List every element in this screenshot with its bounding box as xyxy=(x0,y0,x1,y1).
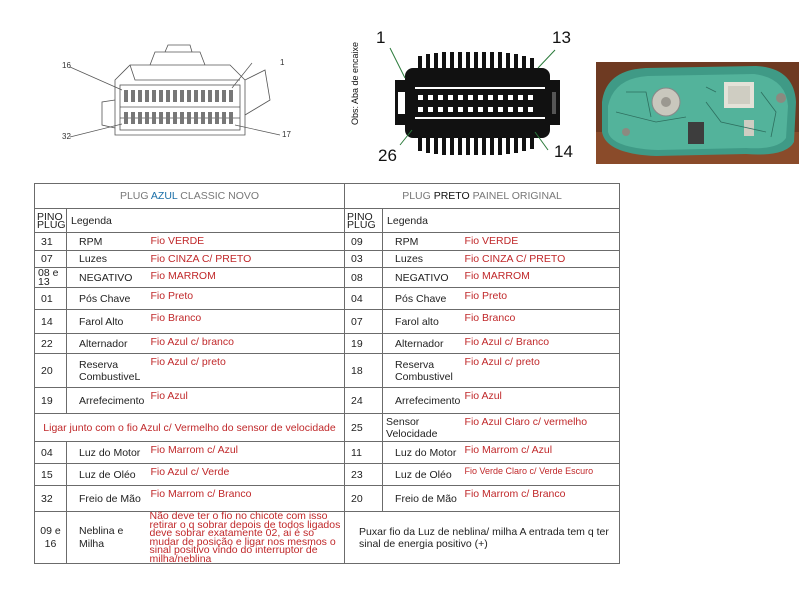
right-pin: 08 xyxy=(345,268,383,288)
left-wire: Fio Azul xyxy=(147,388,345,414)
table-row xyxy=(35,512,620,564)
pinout-table xyxy=(34,183,620,564)
instrument-panel-photo-icon xyxy=(596,62,799,164)
left-wire: Fio Marrom c/ Branco xyxy=(147,486,345,512)
right-wire: Fio Branco xyxy=(461,310,620,334)
left-wire: Fio Preto xyxy=(147,288,345,310)
right-pin: 09 xyxy=(345,233,383,251)
right-function: Freio de Mão xyxy=(383,486,461,512)
center-label-14: 14 xyxy=(554,142,573,161)
table-row xyxy=(35,310,620,334)
center-connector-drawing xyxy=(360,20,585,170)
left-wire: Fio Branco xyxy=(147,310,345,334)
left-table-title: PLUG AZUL CLASSIC NOVO xyxy=(35,184,345,209)
left-pin: 08 e 13 xyxy=(35,268,67,288)
left-function: Arrefecimento xyxy=(67,388,147,414)
left-function: Neblina e Milha xyxy=(67,512,147,564)
right-pin: 19 xyxy=(345,334,383,354)
right-function: Sensor Velocidade xyxy=(383,414,461,442)
right-wire: Fio Verde Claro c/ Verde Escuro xyxy=(461,464,620,486)
right-note: Puxar fio da Luz de neblina/ milha A entrada tem q ter sinal de energia positivo (+) xyxy=(345,512,620,564)
right-wire: Fio Marrom c/ Azul xyxy=(461,442,620,464)
right-pin: 11 xyxy=(345,442,383,464)
right-function: Alternador xyxy=(383,334,461,354)
left-pin: 15 xyxy=(35,464,67,486)
left-function: RPM xyxy=(67,233,147,251)
right-function: Luz de Oléo xyxy=(383,464,461,486)
right-pin: 24 xyxy=(345,388,383,414)
left-wire: Fio Azul c/ preto xyxy=(147,354,345,388)
right-wire: Fio Azul Claro c/ vermelho xyxy=(461,414,620,442)
right-wire: Fio Preto xyxy=(461,288,620,310)
right-function: Reserva Combustivel xyxy=(383,354,461,388)
left-connector-drawing xyxy=(40,40,310,165)
right-pin: 18 xyxy=(345,354,383,388)
right-function: NEGATIVO xyxy=(383,268,461,288)
right-wire: Fio Azul c/ Branco xyxy=(461,334,620,354)
left-function: Luzes xyxy=(67,251,147,268)
right-wire: Fio CINZA C/ PRETO xyxy=(461,251,620,268)
right-wire: Fio Azul xyxy=(461,388,620,414)
left-wire: Fio Azul c/ Verde xyxy=(147,464,345,486)
table-row xyxy=(35,486,620,512)
left-pin: 07 xyxy=(35,251,67,268)
right-pin: 03 xyxy=(345,251,383,268)
right-pin: 07 xyxy=(345,310,383,334)
center-label-26: 26 xyxy=(378,146,397,165)
left-legenda-header: Legenda xyxy=(67,209,345,233)
left-pin: 09 e 16 xyxy=(35,512,67,564)
center-label-13: 13 xyxy=(552,28,571,47)
table-row xyxy=(35,334,620,354)
right-wire: Fio Azul c/ preto xyxy=(461,354,620,388)
left-wire: Fio VERDE xyxy=(147,233,345,251)
table-row xyxy=(35,251,620,268)
left-label-32: 32 xyxy=(62,132,71,141)
left-function: Pós Chave xyxy=(67,288,147,310)
right-pino-header: PINO PLUG xyxy=(345,209,383,233)
right-function: Farol alto xyxy=(383,310,461,334)
left-wire: Fio MARROM xyxy=(147,268,345,288)
left-pino-header: PINO PLUG xyxy=(35,209,67,233)
right-function: Luz do Motor xyxy=(383,442,461,464)
left-pin: 31 xyxy=(35,233,67,251)
table-row xyxy=(35,288,620,310)
table-header-row xyxy=(35,184,620,209)
left-pin: 20 xyxy=(35,354,67,388)
right-table-title: PLUG PRETO PAINEL ORIGINAL xyxy=(345,184,620,209)
left-note: Ligar junto com o fio Azul c/ Vermelho do sensor de velocidade xyxy=(35,414,345,442)
subheader-row xyxy=(35,209,620,233)
left-function: Reserva CombustiveL xyxy=(67,354,147,388)
left-function: Luz do Motor xyxy=(67,442,147,464)
table-row xyxy=(35,354,620,388)
left-function: Farol Alto xyxy=(67,310,147,334)
center-label-1: 1 xyxy=(376,28,386,47)
left-pin: 14 xyxy=(35,310,67,334)
left-label-1: 1 xyxy=(280,58,285,67)
left-wire: Fio CINZA C/ PRETO xyxy=(147,251,345,268)
right-function: Pós Chave xyxy=(383,288,461,310)
right-function: Arrefecimento xyxy=(383,388,461,414)
left-pin: 22 xyxy=(35,334,67,354)
table-row xyxy=(35,414,620,442)
table-row xyxy=(35,233,620,251)
left-wire: Não deve ter o fio no chicote com isso retirar o q sobrar depois de todos ligados deve sobrar exatamente 02, ai é so mudar de posição e ligar nos mesmos o sinal positivo vindo do interruptor de milha/neblina xyxy=(147,512,345,564)
right-wire: Fio Marrom c/ Branco xyxy=(461,486,620,512)
encaixe-note: Obs: Aba de encaixe xyxy=(350,41,360,125)
left-pin: 01 xyxy=(35,288,67,310)
left-pin: 19 xyxy=(35,388,67,414)
left-function: Luz de Oléo xyxy=(67,464,147,486)
left-label-17: 17 xyxy=(282,130,291,139)
left-wire: Fio Marrom c/ Azul xyxy=(147,442,345,464)
right-pin: 04 xyxy=(345,288,383,310)
table-row xyxy=(35,388,620,414)
left-function: NEGATIVO xyxy=(67,268,147,288)
instrument-panel-photo xyxy=(596,62,799,164)
left-function: Freio de Mão xyxy=(67,486,147,512)
connector-line-art xyxy=(40,40,310,165)
left-function: Alternador xyxy=(67,334,147,354)
right-wire: Fio MARROM xyxy=(461,268,620,288)
left-label-16: 16 xyxy=(62,61,71,70)
right-function: RPM xyxy=(383,233,461,251)
right-pin: 25 xyxy=(345,414,383,442)
right-pin: 23 xyxy=(345,464,383,486)
table-row xyxy=(35,268,620,288)
left-pin: 04 xyxy=(35,442,67,464)
table-row xyxy=(35,442,620,464)
table-row xyxy=(35,464,620,486)
right-wire: Fio VERDE xyxy=(461,233,620,251)
right-function: Luzes xyxy=(383,251,461,268)
right-pin: 20 xyxy=(345,486,383,512)
right-legenda-header: Legenda xyxy=(383,209,620,233)
left-wire: Fio Azul c/ branco xyxy=(147,334,345,354)
left-pin: 32 xyxy=(35,486,67,512)
